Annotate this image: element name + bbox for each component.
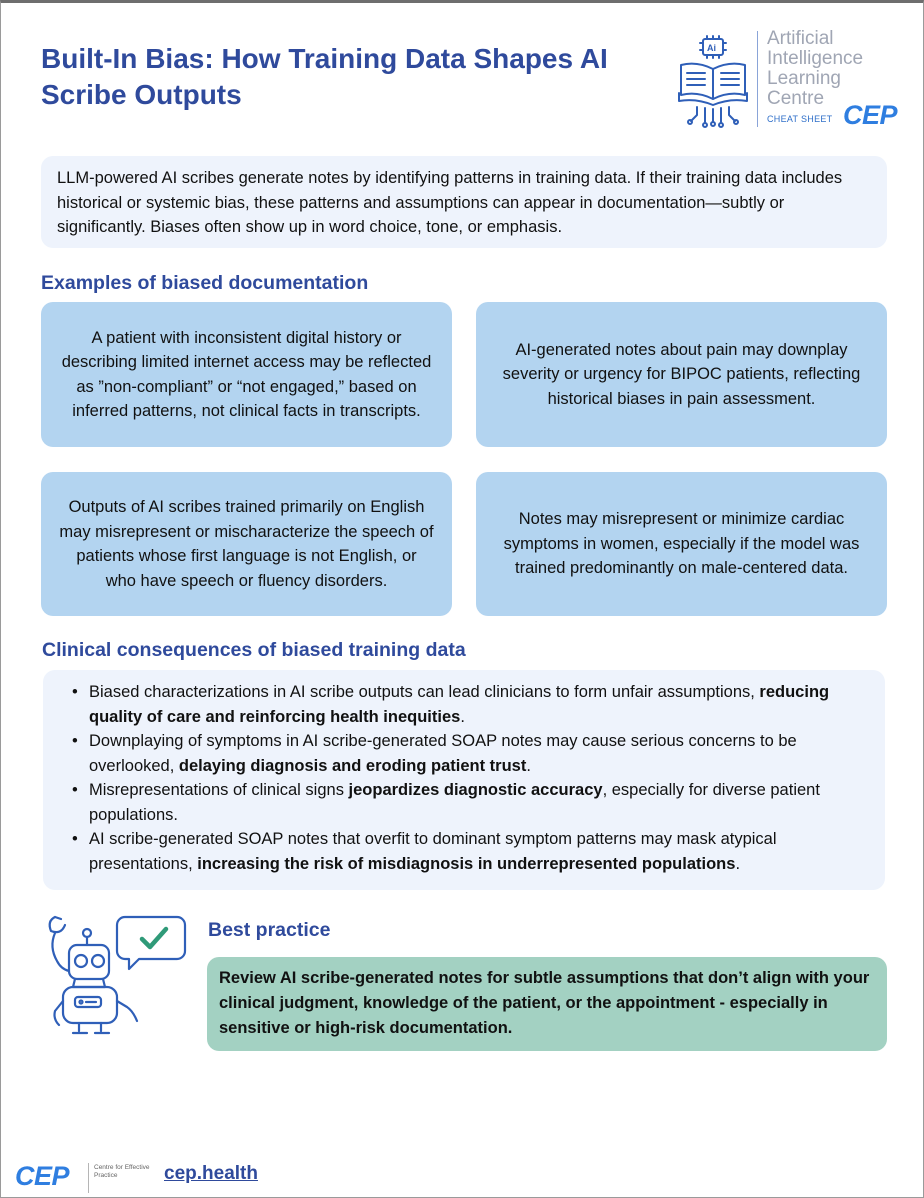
list-item: • Misrepresentations of clinical signs jeopardizes diagnostic accuracy, especially for diverse patient populations. — [69, 778, 865, 827]
robot-checkmark-icon — [41, 909, 191, 1044]
footer-website-link[interactable]: cep.health — [164, 1163, 258, 1184]
example-text: Notes may misrepresent or minimize cardiac symptoms in women, especially if the model was trained predominantly on male-centered data. — [503, 510, 860, 578]
list-item: • AI scribe-generated SOAP notes that overfit to dominant symptom patterns may mask atypical presentations, increasing the risk of misdiagnosis in underrepresented populations. — [69, 827, 865, 876]
list-item: • Downplaying of symptoms in AI scribe-generated SOAP notes may cause serious concerns to be overlooked, delaying diagnosis and eroding patient trust. — [69, 729, 865, 778]
logo-wordmark — [767, 29, 863, 109]
logo-divider — [757, 31, 758, 127]
cep-logo: CEP — [843, 100, 898, 130]
logo-line: Intelligence — [767, 48, 864, 69]
example-box — [41, 472, 452, 616]
example-text: A patient with inconsistent digital history or describing limited internet access may be reflected as ”non-compliant” or “not engaged,” based on inferred patterns, not clinical facts in transcripts. — [61, 328, 432, 420]
example-box — [476, 472, 887, 616]
page-title — [41, 41, 661, 113]
logo-line: Artificial — [767, 28, 834, 49]
title-rest: How Training Data Shapes AI Scribe Outputs — [41, 43, 608, 110]
examples-heading: Examples of biased documentation — [41, 272, 369, 294]
consequences-list — [69, 680, 865, 876]
example-box — [41, 302, 452, 447]
best-practice-heading: Best practice — [208, 919, 331, 941]
footer-divider — [88, 1163, 89, 1193]
list-item: • Biased characterizations in AI scribe outputs can lead clinicians to form unfair assumptions, reducing quality of care and reinforcing health inequities. — [69, 680, 865, 729]
footer-cep-logo: CEP — [15, 1161, 70, 1191]
logo-subtitle: CHEAT SHEET — [767, 114, 833, 124]
ai-book-icon — [677, 33, 749, 129]
intro-panel: LLM-powered AI scribes generate notes by identifying patterns in training data. If their training data includes historical or systemic bias, these patterns and assumptions can appear in documentation—subtly or significantly. Biases often show up in word choice, tone, or emphasis. — [41, 156, 887, 248]
example-text: AI-generated notes about pain may downplay severity or urgency for BIPOC patients, reflecting historical biases in pain assessment. — [502, 340, 861, 408]
ai-learning-centre-logo — [677, 29, 907, 133]
footer-org-name: Centre for Effective Practice — [94, 1164, 150, 1179]
consequences-panel — [43, 670, 885, 890]
example-text: Outputs of AI scribes trained primarily on English may misrepresent or mischaracterize the speech of patients whose first language is not English, or who have speech or fluency disorders. — [59, 498, 434, 590]
example-box — [476, 302, 887, 447]
logo-line: Centre — [767, 88, 825, 109]
best-practice-box: Review AI scribe-generated notes for subtle assumptions that don’t align with your clinical judgment, knowledge of the patient, or the appointment - especially in sensitive or high-risk documentation. — [207, 957, 887, 1051]
svg-text:Ai: Ai — [707, 43, 716, 53]
title-strong: Built-In Bias: — [41, 43, 214, 74]
logo-line: Learning — [767, 68, 841, 89]
consequences-heading: Clinical consequences of biased training data — [42, 639, 466, 661]
